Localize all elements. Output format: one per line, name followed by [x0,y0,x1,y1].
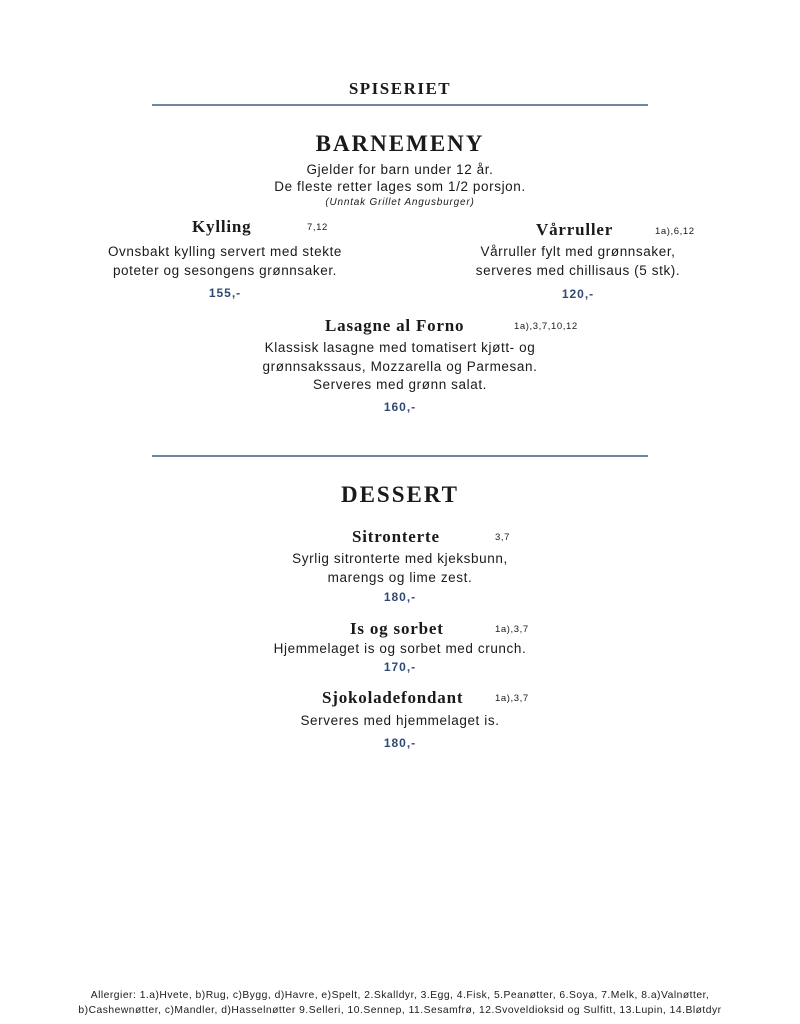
allergen-legend-line: b)Cashewnøtter, c)Mandler, d)Hasselnøtter 9.Selleri, 10.Sennep, 11.Sesamfrø, 12.Svoveldioksid og Sulfitt, 13.Lupin, 14.Bløtdyr [78,1004,722,1016]
section-title-dessert: DESSERT [340,482,460,507]
desc-line: Klassisk lasagne med tomatisert kjøtt- og [264,340,536,355]
allergen-legend [0,989,800,1018]
desc-line: Ovnsbakt kylling servert med stekte [107,244,343,259]
menu-item-price-varruller: 120,- [561,287,595,301]
menu-item-name-sjokoladefondant: Sjokoladefondant [322,688,464,707]
menu-item-allergens-varruller: 1a),6,12 [655,226,695,237]
desc-line: Syrlig sitronterte med kjeksbunn, [292,551,508,566]
desc-line: grønnsakssaus, Mozzarella og Parmesan. [262,358,538,374]
page-header-title: SPISERIET [348,79,452,98]
menu-item-name-lasagne: Lasagne al Forno [325,316,465,335]
menu-item-desc-sitronterte [0,550,800,587]
menu-item-desc-sjokoladefondant [0,712,800,731]
menu-item-price-lasagne: 160,- [383,400,417,414]
menu-item-desc-lasagne [0,339,800,395]
desc-line: Serveres med hjemmelaget is. [300,713,500,728]
menu-item-desc-kylling [75,243,375,280]
menu-item-allergens-sjokoladefondant: 1a),3,7 [495,693,529,704]
header-divider [152,104,648,106]
barnemeny-note: (Unntak Grillet Angusburger) [325,197,475,208]
desc-line: poteter og sesongens grønnsaker. [112,262,338,278]
desc-line: serveres med chillisaus (5 stk). [475,262,681,278]
section-title-barnemeny: BARNEMENY [315,131,485,156]
menu-item-allergens-kylling: 7,12 [307,222,328,233]
menu-item-name-sitronterte: Sitronterte [352,527,440,546]
menu-item-desc-varruller [428,243,728,280]
desc-line: Hjemmelaget is og sorbet med crunch. [273,641,527,656]
desc-line: Vårruller fylt med grønnsaker, [480,244,676,259]
menu-item-name-kylling: Kylling [192,217,252,236]
menu-item-allergens-is-og-sorbet: 1a),3,7 [495,624,529,635]
menu-item-price-kylling: 155,- [208,286,242,300]
section-divider [152,455,648,457]
desc-line: Serveres med grønn salat. [312,377,488,392]
desc-line: marengs og lime zest. [327,569,473,585]
menu-item-allergens-sitronterte: 3,7 [495,532,511,543]
menu-item-price-sitronterte: 180,- [383,590,417,604]
barnemeny-subtitle-age: Gjelder for barn under 12 år. [306,162,494,177]
menu-item-desc-is-og-sorbet [0,640,800,659]
barnemeny-subtitle-portion: De fleste retter lages som 1/2 porsjon. [274,179,526,194]
menu-item-allergens-lasagne: 1a),3,7,10,12 [514,321,578,332]
menu-item-name-is-og-sorbet: Is og sorbet [350,619,444,638]
menu-item-price-sjokoladefondant: 180,- [383,736,417,750]
menu-item-price-is-og-sorbet: 170,- [383,660,417,674]
menu-item-name-varruller: Vårruller [536,220,614,239]
allergen-legend-line: Allergier: 1.a)Hvete, b)Rug, c)Bygg, d)Havre, e)Spelt, 2.Skalldyr, 3.Egg, 4.Fisk, 5.Peanøtter, 6.Soya, 7.Melk, 8.a)Valnøtter, [90,990,710,1001]
